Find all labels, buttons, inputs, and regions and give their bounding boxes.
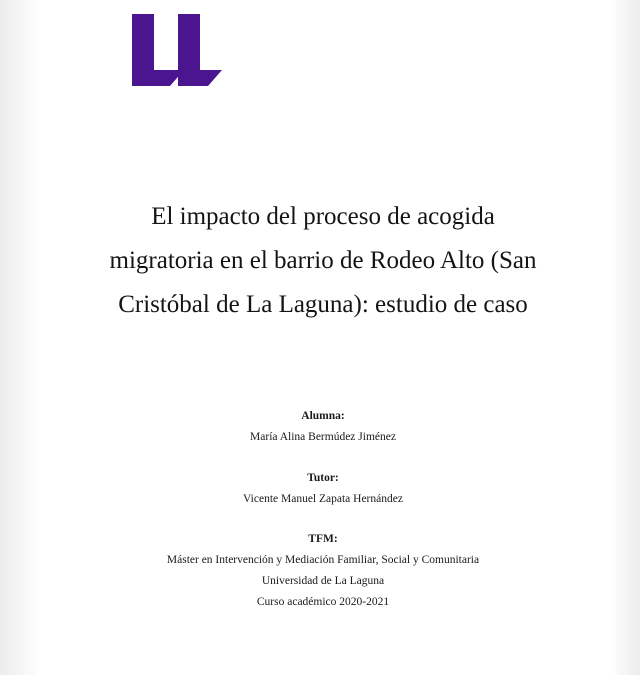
tfm-university: Universidad de La Laguna <box>261 575 385 587</box>
title-line-1: El impacto del proceso de acogida <box>151 203 495 230</box>
tfm-year: Curso académico 2020-2021 <box>256 596 390 608</box>
student-name: María Alina Bermúdez Jiménez <box>250 431 396 443</box>
tutor-label: Tutor: <box>307 472 339 484</box>
document-title <box>60 195 586 327</box>
title-line-2: migratoria en el barrio de Rodeo Alto (San <box>109 247 537 274</box>
tfm-program: Máster en Intervención y Mediación Familiar, Social y Comunitaria <box>166 554 480 566</box>
tutor-name: Vicente Manuel Zapata Hernández <box>243 493 403 505</box>
tutor-block <box>60 468 586 510</box>
student-block <box>60 406 586 448</box>
title-line-3: Cristóbal de La Laguna): estudio de caso <box>118 291 528 318</box>
page-edge-left <box>0 0 40 675</box>
page-edge-right <box>610 0 640 675</box>
tfm-label: TFM: <box>308 533 338 545</box>
tfm-block <box>60 529 586 613</box>
student-label: Alumna: <box>301 410 345 422</box>
university-logo-icon <box>132 14 222 86</box>
